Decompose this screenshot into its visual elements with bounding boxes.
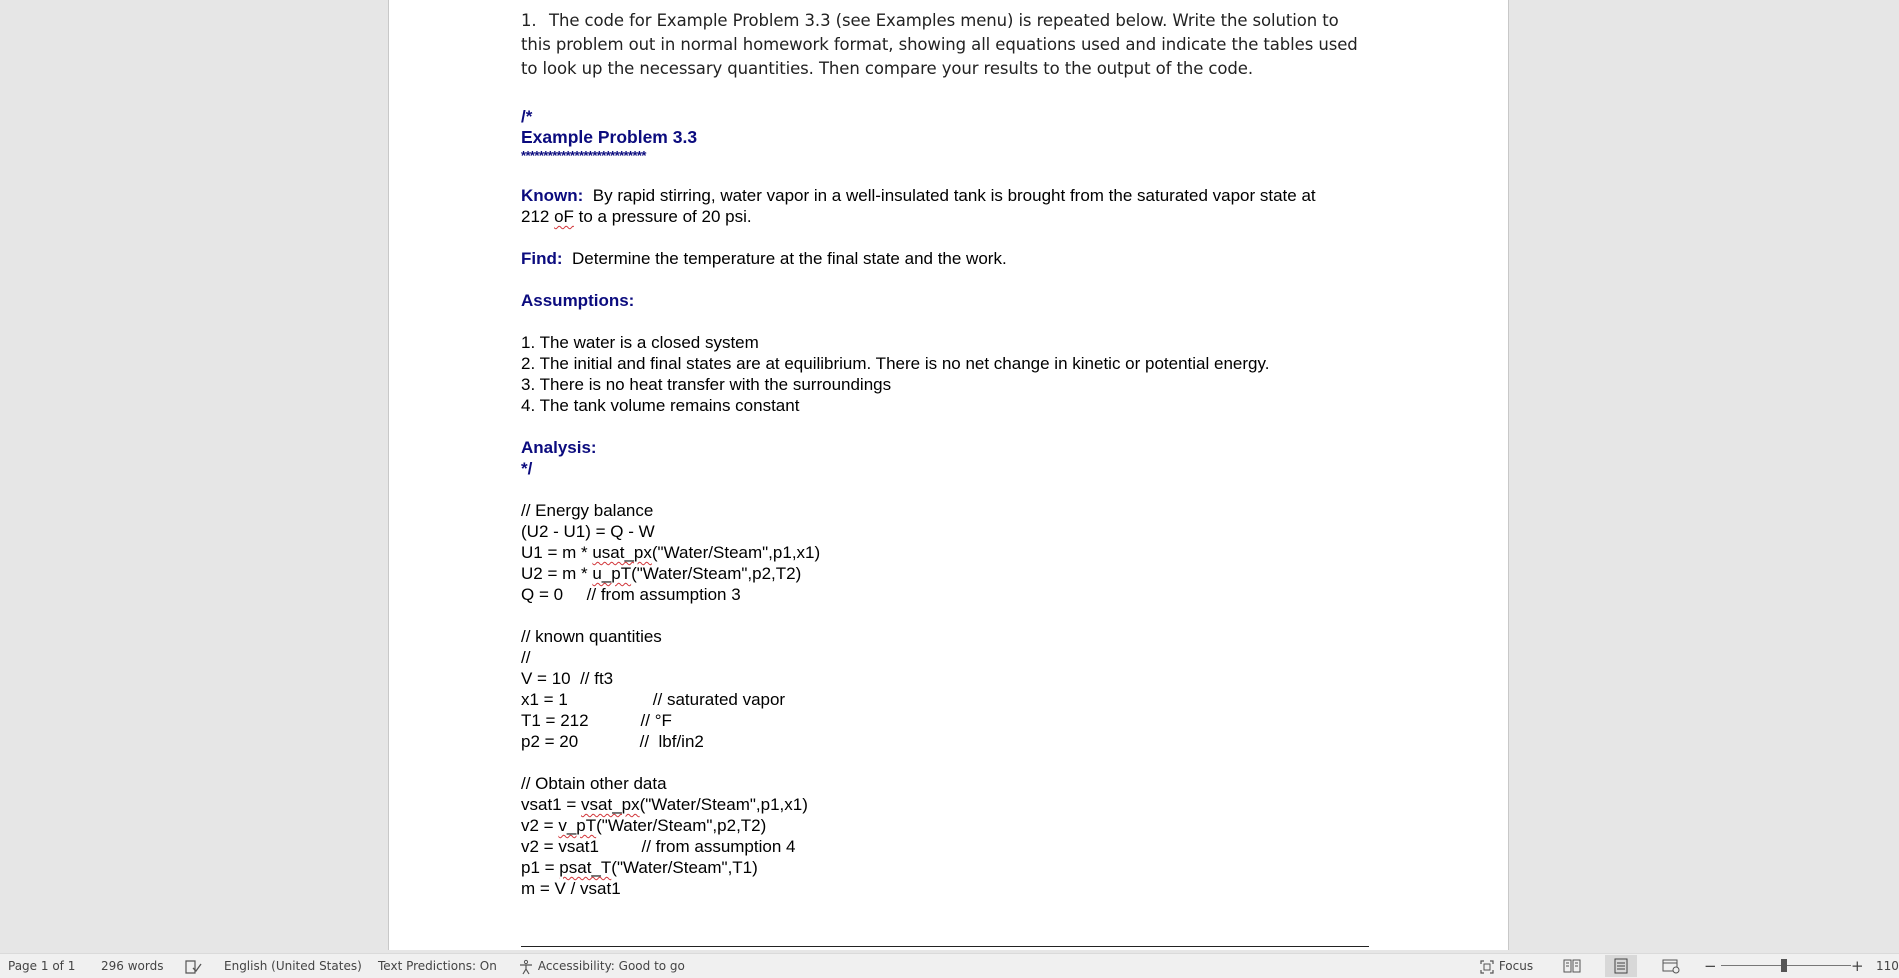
comment-open: /*: [521, 107, 533, 126]
find-label: Find:: [521, 249, 563, 268]
intro-line-1: The code for Example Problem 3.3 (see Examples menu) is repeated below. Write the solution to: [549, 11, 1339, 30]
known-q-line-2: //: [521, 648, 531, 667]
accessibility-label: Accessibility: Good to go: [537, 959, 685, 973]
find-text: Determine the temperature at the final state and the work.: [562, 249, 1007, 268]
other-line-5: [521, 857, 1391, 878]
spelling-flag-vsat-px[interactable]: vsat_px: [581, 795, 640, 814]
footnote-separator: [521, 946, 1369, 947]
find-line: [521, 248, 1391, 269]
analysis-label: Analysis:: [521, 438, 597, 457]
spelling-flag-of[interactable]: oF: [554, 207, 574, 226]
energy-line-4: [521, 563, 1391, 584]
energy-line-3b: ("Water/Steam",p1,x1): [651, 543, 821, 562]
spelling-flag-v-pt[interactable]: v_pT: [558, 816, 597, 835]
assumption-2: 2. The initial and final states are at equilibrium. There is no net change in kinetic or potential energy.: [521, 354, 1270, 373]
energy-line-3: [521, 542, 1391, 563]
intro-line-3: to look up the necessary quantities. Then compare your results to the output of the code.: [521, 59, 1253, 78]
assumption-4: 4. The tank volume remains constant: [521, 396, 800, 415]
focus-button[interactable]: [1479, 954, 1533, 978]
web-layout-icon: [1662, 958, 1680, 974]
stars-line: ****************************: [521, 148, 646, 163]
intro-line-2: this problem out in normal homework format, showing all equations used and indicate the tables used: [521, 35, 1358, 54]
assumption-1: 1. The water is a closed system: [521, 333, 759, 352]
known-text-2b: to a pressure of 20 psi.: [573, 207, 752, 226]
intro-number: 1.: [521, 11, 537, 30]
other-line-1: // Obtain other data: [521, 774, 667, 793]
assumptions-label: Assumptions:: [521, 291, 635, 310]
other-line-4: v2 = vsat1 // from assumption 4: [521, 837, 796, 856]
focus-icon: [1479, 959, 1495, 975]
intro-paragraph: [521, 9, 1391, 81]
spelling-flag-u-pt[interactable]: u_pT: [592, 564, 632, 583]
read-mode-button[interactable]: [1556, 955, 1588, 977]
zoom-level[interactable]: 110: [1876, 959, 1899, 973]
other-line-5b: ("Water/Steam",T1): [611, 858, 758, 877]
other-line-2: [521, 794, 1391, 815]
print-layout-button[interactable]: [1605, 955, 1637, 977]
spelling-flag-psat-t[interactable]: psat_T: [559, 858, 612, 877]
code-block: [521, 106, 1391, 899]
other-line-2a: vsat1 =: [521, 795, 582, 814]
print-layout-icon: [1613, 958, 1629, 974]
known-text-2a: 212: [521, 207, 555, 226]
page-count[interactable]: Page 1 of 1: [8, 959, 76, 973]
text-predictions-status[interactable]: Text Predictions: On: [378, 959, 497, 973]
known-q-line-6: p2 = 20 // lbf/in2: [521, 732, 704, 751]
known-text-1: By rapid stirring, water vapor in a well-insulated tank is brought from the saturated vapor state at: [583, 186, 1316, 205]
accessibility-icon: [518, 959, 534, 975]
comment-close: */: [521, 459, 533, 478]
word-count[interactable]: 296 words: [101, 959, 164, 973]
zoom-slider-thumb[interactable]: [1781, 959, 1787, 972]
known-q-line-5: T1 = 212 // °F: [521, 711, 672, 730]
language-status[interactable]: English (United States): [224, 959, 362, 973]
other-line-5a: p1 =: [521, 858, 560, 877]
accessibility-status[interactable]: [518, 954, 685, 978]
proofing-icon[interactable]: [184, 954, 202, 978]
energy-line-2: (U2 - U1) = Q - W: [521, 522, 655, 541]
energy-line-4a: U2 = m *: [521, 564, 593, 583]
known-q-line-3: V = 10 // ft3: [521, 669, 614, 688]
status-bar: [0, 953, 1899, 978]
known-q-line-4: x1 = 1 // saturated vapor: [521, 690, 786, 709]
document-page[interactable]: [388, 0, 1509, 950]
energy-line-4b: ("Water/Steam",p2,T2): [631, 564, 802, 583]
known-label: Known:: [521, 186, 584, 205]
other-line-3b: ("Water/Steam",p2,T2): [596, 816, 767, 835]
example-title: Example Problem 3.3: [521, 127, 698, 147]
energy-line-3a: U1 = m *: [521, 543, 593, 562]
other-line-3a: v2 =: [521, 816, 559, 835]
other-line-2b: ("Water/Steam",p1,x1): [639, 795, 808, 814]
web-layout-button[interactable]: [1655, 955, 1687, 977]
known-line-1: [521, 185, 1391, 206]
spelling-flag-usat-px[interactable]: usat_px: [592, 543, 652, 562]
energy-line-5: Q = 0 // from assumption 3: [521, 585, 741, 604]
zoom-out-button[interactable]: −: [1704, 957, 1717, 975]
read-mode-icon: [1563, 959, 1581, 973]
known-line-2: [521, 206, 1391, 227]
energy-line-1: // Energy balance: [521, 501, 654, 520]
assumption-3: 3. There is no heat transfer with the surroundings: [521, 375, 892, 394]
other-line-6: m = V / vsat1: [521, 879, 621, 898]
zoom-in-button[interactable]: +: [1851, 957, 1864, 975]
focus-label: Focus: [1498, 959, 1534, 973]
other-line-3: [521, 815, 1391, 836]
known-q-line-1: // known quantities: [521, 627, 662, 646]
